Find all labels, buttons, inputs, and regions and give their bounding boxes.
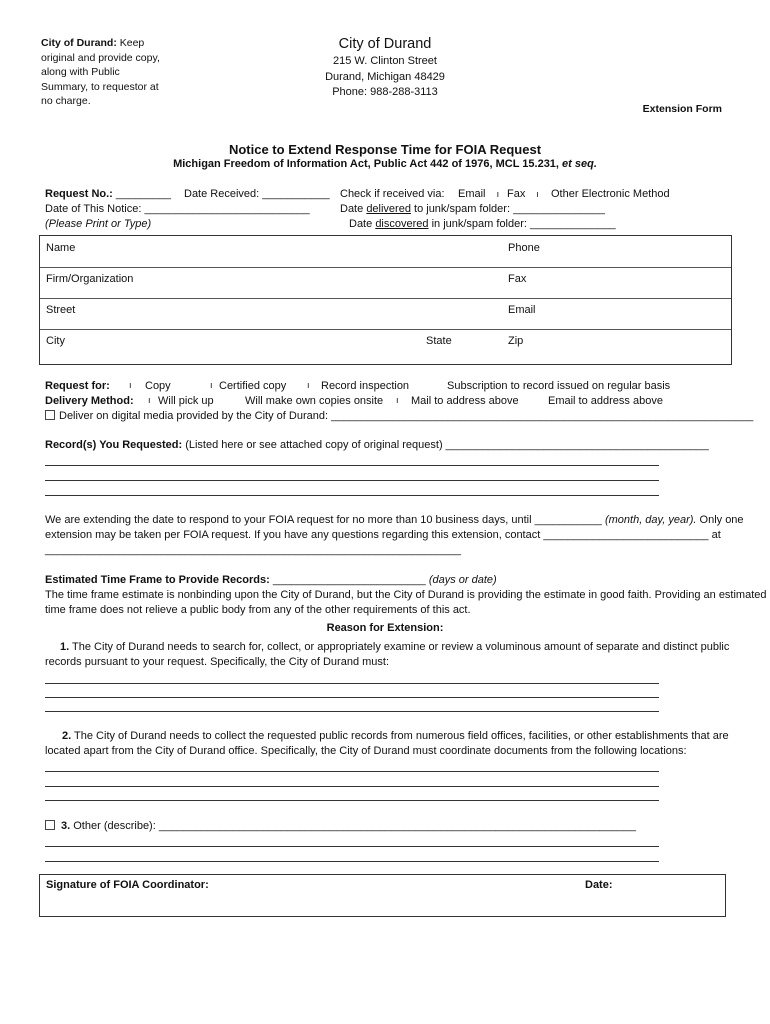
extension-text-line2: extension may be taken per FOIA request. If you have any questions regarding this extension, contact ___________________________ at <box>45 529 721 541</box>
estimate-blank: _________________________ <box>272 574 426 586</box>
subtitle-text: Michigan Freedom of Information Act, Public Act 442 of 1976, MCL 15.231, <box>173 158 559 170</box>
date-discovered-pre: Date <box>349 218 373 230</box>
phone-field[interactable]: Phone <box>508 242 540 254</box>
date-received-field[interactable]: Date Received: ___________ <box>184 188 330 200</box>
signature-box[interactable] <box>39 874 726 917</box>
reason-2-line[interactable] <box>45 800 659 801</box>
reason-3-other[interactable] <box>45 820 636 832</box>
mail-option[interactable]: Mail to address above <box>411 395 519 407</box>
reason-3-text: Other (describe): ______________________________________________________________________________ <box>73 820 637 832</box>
date-discovered-field[interactable] <box>349 218 616 230</box>
request-no-blank: _________ <box>115 188 171 200</box>
fax-field[interactable]: Fax <box>508 273 527 285</box>
email-delivery-option[interactable]: Email to address above <box>548 395 663 407</box>
reason-1-text: The City of Durand needs to search for, collect, or appropriately examine or review a voluminous amount of separate and distinct public <box>72 641 730 653</box>
records-requested[interactable] <box>45 439 709 451</box>
date-delivered-field[interactable] <box>340 203 605 215</box>
request-for-label: Request for: <box>45 380 110 392</box>
date-of-notice-field[interactable]: Date of This Notice: ___________________________ <box>45 203 310 215</box>
extension-text1: We are extending the date to respond to your FOIA request for no more than 10 business days, until ___________ <box>45 514 602 526</box>
reason-3-number: 3. <box>61 820 71 832</box>
digital-media-label: Deliver on digital media provided by the City of Durand: _____________________________________________________________________ <box>59 410 754 422</box>
delivery-method-label: Delivery Method: <box>45 395 134 407</box>
via-fax-label: Fax <box>507 188 526 200</box>
records-line[interactable] <box>45 495 659 496</box>
note-line5: no charge. <box>41 95 91 107</box>
checkbox-icon[interactable]: ı <box>536 189 539 199</box>
extension-text1-italic: (month, day, year). <box>604 514 697 526</box>
state-field[interactable]: State <box>426 335 452 347</box>
checkbox-icon[interactable]: ı <box>210 380 213 390</box>
checkbox-icon[interactable] <box>45 410 55 420</box>
check-received-via: Check if received via: <box>340 188 445 200</box>
signature-date-label: Date: <box>585 879 613 891</box>
divider <box>40 329 731 330</box>
reason-1-line[interactable] <box>45 711 659 712</box>
note-bold: City of Durand: <box>41 37 117 49</box>
record-inspection-option[interactable]: Record inspection <box>321 380 410 392</box>
own-copies-option[interactable]: Will make own copies onsite <box>245 395 384 407</box>
city-field[interactable]: City <box>46 335 65 347</box>
checkbox-icon[interactable]: ı <box>396 395 399 405</box>
page-subtitle <box>0 158 770 170</box>
subtitle-italic: et seq. <box>562 158 597 170</box>
estimate-para1: The time frame estimate is nonbinding upon the City of Durand, but the City of Durand is providing the estimate in good faith. Providing an estimated <box>45 589 767 601</box>
via-other-label: Other Electronic Method <box>551 188 670 200</box>
note-line1: Keep <box>119 37 145 49</box>
reason-3-line[interactable] <box>45 861 659 862</box>
firm-field[interactable]: Firm/Organization <box>46 273 134 285</box>
city-state: Durand, Michigan 48429 <box>325 70 445 83</box>
reason-1-line[interactable] <box>45 697 659 698</box>
city-name: City of Durand <box>338 36 432 52</box>
via-fax-option[interactable] <box>507 188 539 200</box>
reason-2-line2: located apart from the City of Durand office. Specifically, the City of Durand must coordinate documents from the following locations: <box>45 745 687 757</box>
print-type-note: (Please Print or Type) <box>45 218 152 230</box>
estimate-unit: (days or date) <box>428 574 497 586</box>
date-discovered-post: in junk/spam folder: ______________ <box>431 218 616 230</box>
certified-copy-option[interactable]: Certified copy <box>219 380 287 392</box>
extension-text1-end: Only one <box>699 514 744 526</box>
city-street: 215 W. Clinton Street <box>333 55 437 67</box>
date-delivered-underlined: delivered <box>366 203 411 215</box>
reason-2-text: The City of Durand needs to collect the requested public records from numerous field offices, facilities, or other establishments that are <box>74 730 729 742</box>
digital-media-option[interactable] <box>45 410 753 422</box>
reason-2-number: 2. <box>62 730 72 742</box>
name-field[interactable]: Name <box>46 242 76 254</box>
request-no-label: Request No.: <box>45 188 113 200</box>
reason-2-line[interactable] <box>45 786 659 787</box>
extension-text-line1 <box>45 514 744 526</box>
divider <box>40 267 731 268</box>
estimate-label: Estimated Time Frame to Provide Records: <box>45 574 270 586</box>
retention-note <box>41 36 160 109</box>
records-line[interactable] <box>45 480 659 481</box>
date-delivered-pre: Date <box>340 203 364 215</box>
signature-label: Signature of FOIA Coordinator: <box>46 879 209 891</box>
date-discovered-underlined: discovered <box>375 218 429 230</box>
note-line3: along with Public <box>41 66 120 78</box>
reason-heading: Reason for Extension: <box>326 622 444 634</box>
estimated-time-frame[interactable] <box>45 574 497 586</box>
reason-1-line2: records pursuant to your request. Specifically, the City of Durand must: <box>45 656 390 668</box>
date-delivered-post: to junk/spam folder: _______________ <box>414 203 605 215</box>
checkbox-icon[interactable]: ı <box>496 189 500 199</box>
copy-option[interactable]: Copy <box>145 380 171 392</box>
checkbox-icon[interactable] <box>45 820 55 830</box>
reason-1-number: 1. <box>60 641 70 653</box>
estimate-para2: time frame does not relieve a public body from any of the other requirements of this act. <box>45 604 471 616</box>
checkbox-icon[interactable]: ı <box>307 380 310 390</box>
request-no[interactable] <box>45 188 171 200</box>
note-line4: Summary, to requestor at <box>41 80 159 93</box>
reason-1-line1 <box>60 641 729 653</box>
pickup-option[interactable]: Will pick up <box>158 395 214 407</box>
via-email-option[interactable] <box>458 188 499 200</box>
reason-2-line[interactable] <box>45 771 659 772</box>
subscription-option[interactable]: Subscription to record issued on regular basis <box>447 380 671 392</box>
note-line2: original and provide copy, <box>41 51 160 64</box>
checkbox-icon[interactable]: ı <box>129 380 132 390</box>
contact-info-box <box>39 235 732 365</box>
contact-blank[interactable]: ____________________________________________________________________ <box>45 544 462 556</box>
reason-2-line1 <box>62 730 729 742</box>
form-label: Extension Form <box>642 103 722 115</box>
page-title: Notice to Extend Response Time for FOIA Request <box>228 142 542 157</box>
records-text: (Listed here or see attached copy of original request) ___________________________________________ <box>185 439 709 451</box>
city-phone: Phone: 988-288-3113 <box>332 86 438 98</box>
records-line[interactable] <box>45 465 659 466</box>
via-email-label: Email <box>458 188 486 200</box>
reason-1-line[interactable] <box>45 683 659 684</box>
records-label: Record(s) You Requested: <box>45 439 183 451</box>
city-header <box>285 35 485 101</box>
zip-field[interactable]: Zip <box>508 335 524 347</box>
email-field[interactable]: Email <box>508 304 536 316</box>
reason-3-line[interactable] <box>45 846 659 847</box>
divider <box>40 298 731 299</box>
street-field[interactable]: Street <box>46 304 76 316</box>
checkbox-icon[interactable]: ı <box>148 395 151 405</box>
